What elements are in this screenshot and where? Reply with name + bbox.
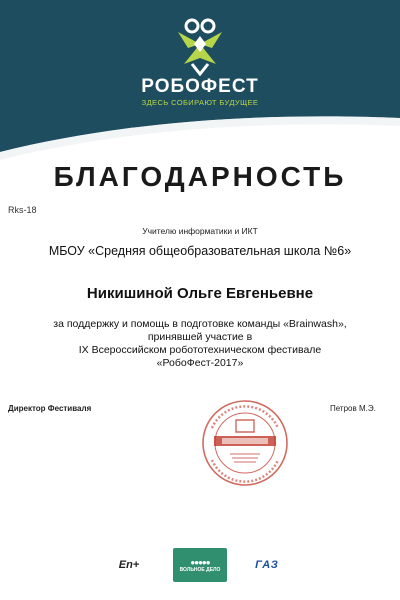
school-name: МБОУ «Средняя общеобразовательная школа №6» — [48, 244, 352, 258]
director-label: Директор Фестиваля — [8, 404, 92, 413]
director-name: Петров М.Э. — [330, 404, 376, 413]
partner-name: ГАЗ — [255, 559, 279, 571]
reason-text — [20, 318, 380, 370]
en-plus-logo-icon — [114, 548, 144, 582]
header-wave — [0, 112, 400, 164]
brand-tagline: ЗДЕСЬ СОБИРАЮТ БУДУЩЕЕ — [141, 98, 259, 107]
partner-name: En+ — [118, 559, 140, 571]
partner-name: ВОЛЬНОЕ ДЕЛО — [179, 566, 221, 573]
official-stamp — [200, 398, 290, 488]
robot-logo-icon — [170, 14, 230, 76]
certificate-title: БЛАГОДАРНОСТЬ — [53, 161, 347, 192]
document-code: Rks-18 — [8, 205, 37, 215]
people-icon: ●●●●● — [190, 557, 210, 567]
reason-line: IX Всероссийском робототехническом фестивале — [78, 344, 322, 356]
reason-line: за поддержку и помощь в подготовке команды «Brainwash», — [53, 318, 347, 330]
recipient-name: Никишиной Ольге Евгеньевне — [86, 285, 314, 302]
volnoe-delo-logo-icon — [173, 548, 227, 582]
brand-name: РОБОФЕСТ — [141, 76, 259, 97]
reason-line: принявшей участие в — [147, 331, 253, 343]
recipient-position: Учителю информатики и ИКТ — [142, 226, 258, 236]
gaz-logo-icon — [247, 548, 287, 582]
reason-line: «РобоФест-2017» — [156, 357, 244, 369]
